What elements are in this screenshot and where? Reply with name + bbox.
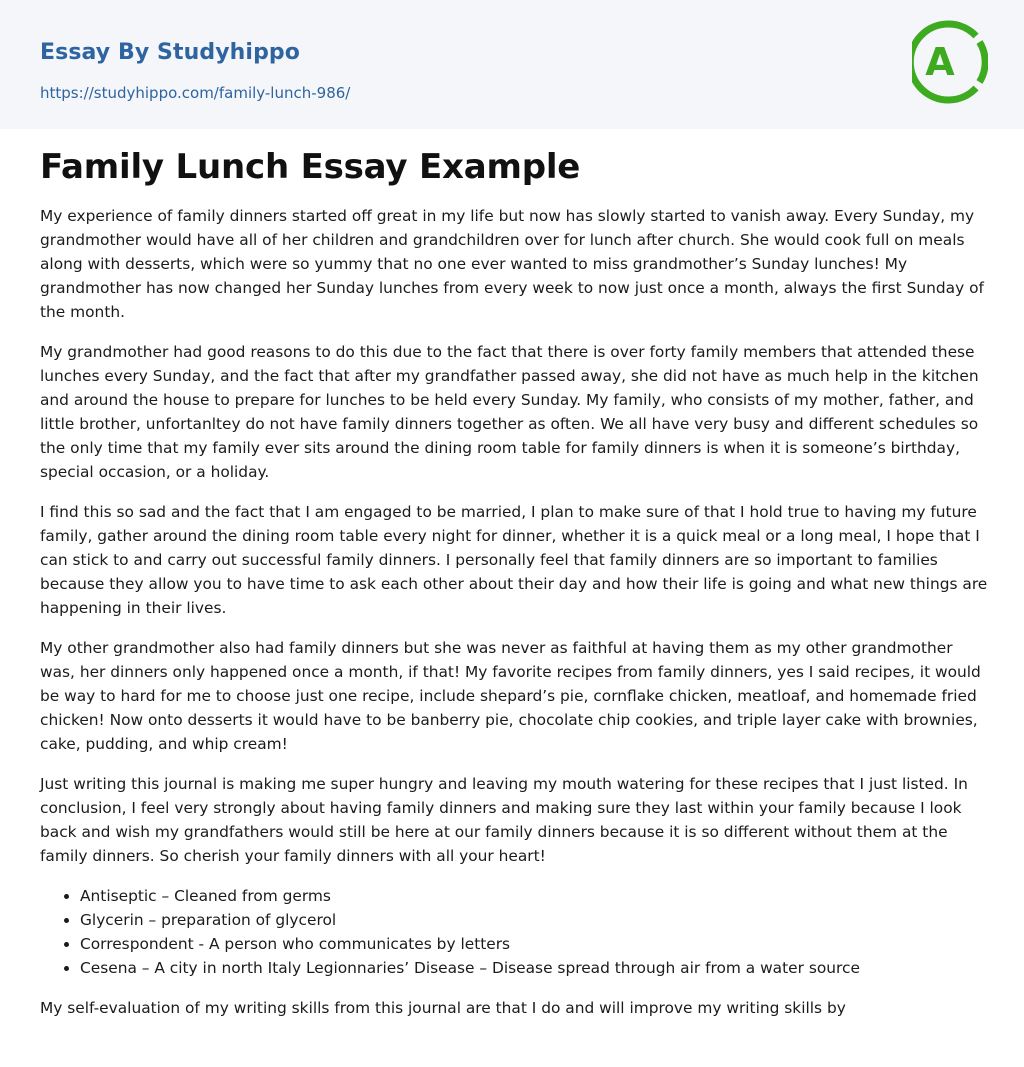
logo-letter: A bbox=[925, 40, 955, 84]
site-brand[interactable]: Essay By Studyhippo bbox=[40, 40, 300, 65]
list-item: • Correspondent - A person who communicates by letters bbox=[80, 932, 988, 956]
list-item: • Antiseptic – Cleaned from germs bbox=[80, 884, 988, 908]
article-body bbox=[40, 142, 988, 1036]
list-item: • Cesena – A city in north Italy Legionnaries’ Disease – Disease spread through air from a water source bbox=[80, 956, 988, 980]
vocabulary-list bbox=[40, 884, 988, 980]
paragraph-2: My grandmother had good reasons to do this due to the fact that there is over forty family members that attended these lunches every Sunday, and the fact that after my grandfather passed away, she did not have as much help in the kitchen and around the house to prepare for lunches to be held every Sunday. My family, who consists of my mother, father, and little brother, unfortanltey do not have family dinners together as often. We all have very busy and different schedules so the only time that my family ever sits around the dining room table for family dinners is when it is someone’s birthday, special occasion, or a holiday. bbox=[40, 343, 979, 481]
studyhippo-logo-icon[interactable] bbox=[912, 18, 988, 106]
paragraph-final: My self-evaluation of my writing skills from this journal are that I do and will improve my writing skills by bbox=[40, 999, 846, 1017]
paragraph-1: My experience of family dinners started off great in my life but now has slowly started to vanish away. Every Sunday, my grandmother would have all of her children and grandchildren over for lunch after church. She would cook full on meals along with desserts, which were so yummy that no one ever wanted to miss grandmother’s Sunday lunches! My grandmother has now changed her Sunday lunches from every week to now just once a month, always the first Sunday of the month. bbox=[40, 207, 984, 321]
page-title: Family Lunch Essay Example bbox=[40, 147, 581, 187]
page-url-link[interactable]: https://studyhippo.com/family-lunch-986/ bbox=[40, 84, 351, 102]
paragraph-3: I find this so sad and the fact that I am engaged to be married, I plan to make sure of that I hold true to having my future family, gather around the dining room table every night for dinner, whether it is a quick meal or a long meal, I hope that I can stick to and carry out successful family dinners. I personally feel that family dinners are so important to families because they allow you to have time to ask each other about their day and how their life is going and what new things are happening in their lives. bbox=[40, 503, 988, 617]
site-header bbox=[0, 0, 1024, 129]
paragraph-5: Just writing this journal is making me super hungry and leaving my mouth watering for these recipes that I just listed. In conclusion, I feel very strongly about having family dinners and making sure they last within your family because I look back and wish my grandfathers would still be here at our family dinners because it is so different without them at the family dinners. So cherish your family dinners with all your heart! bbox=[40, 775, 968, 865]
list-item: • Glycerin – preparation of glycerol bbox=[80, 908, 988, 932]
paragraph-4: My other grandmother also had family dinners but she was never as faithful at having them as my other grandmother was, her dinners only happened once a month, if that! My favorite recipes from family dinners, yes I said recipes, it would be way to hard for me to choose just one recipe, include shepard’s pie, cornflake chicken, meatloaf, and homemade fried chicken! Now onto desserts it would have to be banberry pie, chocolate chip cookies, and triple layer cake with brownies, cake, pudding, and whip cream! bbox=[40, 639, 981, 753]
